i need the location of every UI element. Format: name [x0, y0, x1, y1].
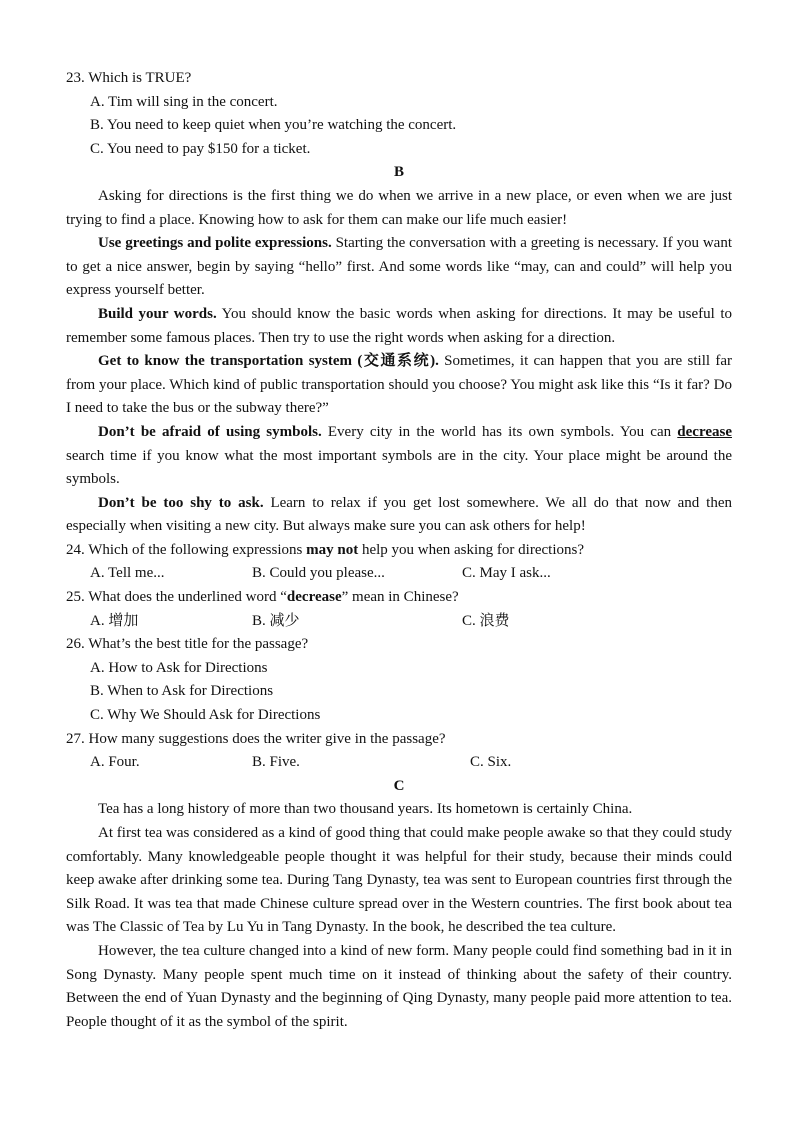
q25-option-c: C. 浪费: [462, 612, 510, 629]
q23-option-c: C. You need to pay $150 for a ticket.: [90, 140, 311, 157]
tip-3-text: Sometimes, it can happen that you are still far from your place. Which kind of public transportation should you choose? You might ask like this “Is it far? Do I need to take the bus or the subway there?”: [66, 353, 732, 417]
page-content: [66, 67, 732, 1034]
section-c-paragraph-3: However, the tea culture changed into a kind of new form. Many people could find something bad in it in Song Dynasty. Many people spent much time on it instead of thinking about the safety of their country. Between the end of Yuan Dynasty and the beginning of Qing Dynasty, many people paid more attention to tea. People thought of it as the symbol of the spirit.: [66, 942, 732, 1030]
tip-5-title: Don’t be too shy to ask.: [98, 494, 264, 511]
q27-stem: 27. How many suggestions does the writer give in the passage?: [66, 730, 446, 747]
q26-option-a: A. How to Ask for Directions: [90, 659, 268, 676]
q23-stem: 23. Which is TRUE?: [66, 70, 192, 86]
section-b-intro: Asking for directions is the first thing we do when we arrive in a new place, or even when we are just trying to find a place. Knowing how to ask for them can make our life much easier!: [66, 187, 732, 228]
tip-paragraph-5: [66, 492, 732, 539]
tip-paragraph-1: [66, 232, 732, 303]
tip-3-title: Get to know the transportation system (交通系统).: [98, 353, 439, 370]
q25-options: [66, 610, 732, 634]
tip-4-text-pre: Every city in the world has its own symbols. You can: [321, 423, 678, 440]
tip-2-title: Build your words.: [98, 305, 217, 322]
q27-option-c: C. Six.: [470, 754, 512, 771]
tip-5-text: Learn to relax if you get lost somewhere. We all do that now and then especially when visiting a new city. But always make sure you can ask others for help!: [66, 494, 732, 535]
q24-stem-pre: 24. Which of the following expressions: [66, 541, 307, 558]
q24-option-b: B. Could you please...: [252, 565, 385, 582]
q26-option-b: B. When to Ask for Directions: [90, 683, 274, 700]
tip-paragraph-4: [66, 421, 732, 492]
q23-option-a: A. Tim will sing in the concert.: [90, 93, 278, 110]
q27-option-a: A. Four.: [90, 754, 140, 771]
q26-option-c: C. Why We Should Ask for Directions: [90, 707, 321, 724]
q25-stem-bold: decrease: [286, 589, 342, 606]
q25-option-b: B. 减少: [252, 612, 300, 629]
q25-option-a: A. 增加: [90, 612, 139, 629]
q24-stem-bold: may not: [306, 541, 359, 558]
q25-stem-pre: 25. What does the underlined word “: [66, 589, 287, 606]
tip-1-title: Use greetings and polite expressions.: [98, 235, 332, 252]
tip-1-text: Starting the conversation with a greeting is necessary. If you want to get a nice answer, begin by saying “hello” first. And some words like “may, can and could” will help you express yourself better.: [66, 235, 732, 299]
tip-paragraph-3: [66, 350, 732, 421]
q24-stem-post: help you when asking for directions?: [358, 541, 584, 558]
underlined-word-decrease: decrease: [677, 423, 732, 440]
tip-2-text: You should know the basic words when asking for directions. It may be useful to remember some famous places. Then try to use the right words when asking for a direction.: [66, 305, 732, 346]
tip-4-title: Don’t be afraid of using symbols.: [98, 423, 322, 440]
tip-paragraph-2: [66, 303, 732, 350]
tip-4-text-post: search time if you know what the most important symbols are in the city. Your place might be around the symbols.: [66, 447, 732, 488]
q27-option-b: B. Five.: [252, 754, 300, 771]
q24-options: [66, 562, 732, 586]
section-c-paragraph-2: At first tea was considered as a kind of good thing that could make people awake so that they could study comfortably. Many knowledgeable people thought it was helpful for their study, because their minds could keep awake after drinking some tea. During Tang Dynasty, tea was sent to European countries first through the Silk Road. It was tea that made Chinese culture spread over in the Western countries. The first book about tea was The Classic of Tea by Lu Yu in Tang Dynasty. In the book, he described the tea culture.: [66, 825, 732, 936]
section-c-paragraph-1: Tea has a long history of more than two thousand years. Its hometown is certainly China.: [98, 801, 633, 818]
q25-stem: [66, 586, 732, 610]
q24-option-a: A. Tell me...: [90, 565, 165, 582]
q25-stem-post: ” mean in Chinese?: [341, 589, 459, 606]
section-c-heading: C: [393, 777, 405, 794]
q23-option-b: B. You need to keep quiet when you’re watching the concert.: [90, 117, 457, 134]
q26-stem: 26. What’s the best title for the passage?: [66, 636, 309, 653]
q24-stem: [66, 539, 732, 563]
section-b-heading: B: [393, 164, 404, 181]
q27-options: [66, 751, 732, 775]
q24-option-c: C. May I ask...: [462, 565, 551, 582]
